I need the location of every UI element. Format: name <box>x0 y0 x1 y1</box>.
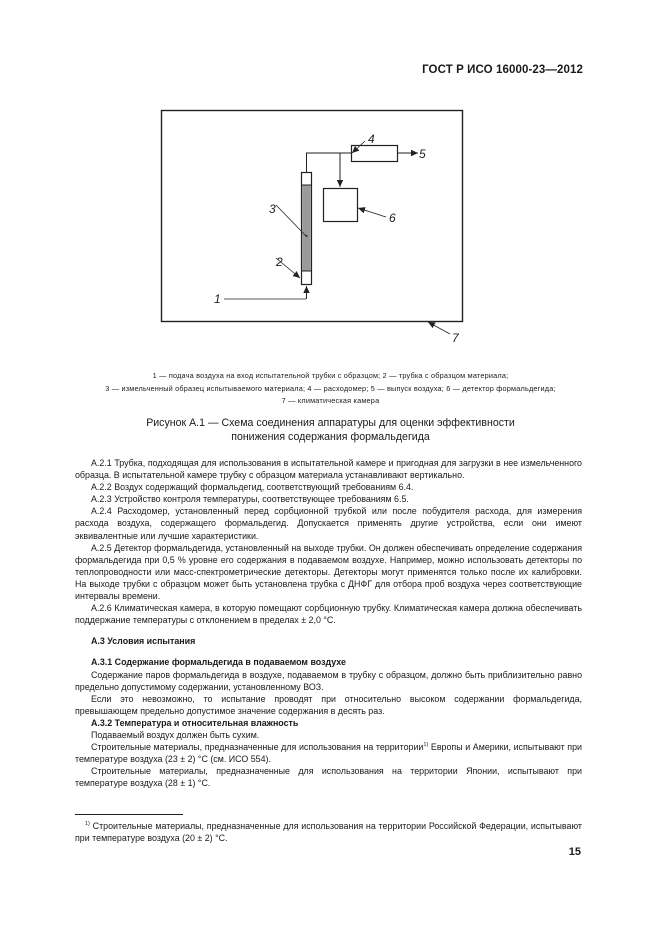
callout-1: 1 <box>214 292 221 306</box>
heading-a32: А.3.2 Температура и относительная влажность <box>91 717 299 728</box>
paragraph-a24: А.2.4 Расходомер, установленный перед сорбционной трубкой или после побудителя расхода, для измерения расхода воздуха, содержащего формальдегид. Допускается применять другие устройства, если они имеют эквивалентные или лучшие характеристики. <box>75 506 582 541</box>
caption-line: Рисунок А.1 — Схема соединения аппаратуры для оценки эффективности <box>146 417 515 429</box>
heading-a3: А.3 Условия испытания <box>91 636 196 647</box>
text-span: Строительные материалы, предназначенные для использования на территории <box>91 742 424 753</box>
body-text <box>75 457 582 789</box>
text-span: Строительные материалы, предназначенные для использования на территории Российской Федерации, испытывают при температуре воздуха (20 ± 2) °С. <box>75 821 582 844</box>
paragraph-a21: А.2.1 Трубка, подходящая для использования в испытательной камере и пригодная для загрузки в нее измельченного образца. В испытательной камере трубку с образцом материала устанавливают вертикально. <box>75 458 582 481</box>
paragraph-a22: А.2.2 Воздух содержащий формальдегид, соответствующий требованиям 6.4. <box>91 482 414 493</box>
paragraph-with-footnote <box>75 741 582 765</box>
footnote <box>75 820 582 844</box>
legend-line: 1 — подача воздуха на вход испытательной трубки с образцом; 2 — трубка с образцом материала; <box>152 371 509 380</box>
outlet-pipe <box>307 153 352 173</box>
paragraph: Содержание паров формальдегида в воздухе, подаваемом в трубку с образцом, должно быть приблизительно равно предельно допустимому содержании, установленному ВОЗ. <box>75 669 582 692</box>
caption-line: понижения содержания формальдегида <box>231 430 430 443</box>
callout-5: 5 <box>419 147 426 161</box>
callout-2: 2 <box>276 255 283 269</box>
heading-a31: А.3.1 Содержание формальдегида в подаваемом воздухе <box>91 657 346 668</box>
paragraph-a23: А.2.3 Устройство контроля температуры, соответствующее требованиям 6.5. <box>91 494 409 505</box>
paragraph: Подаваемый воздух должен быть сухим. <box>91 729 260 740</box>
footnote-divider <box>75 814 183 815</box>
callout-6: 6 <box>389 211 396 225</box>
detector-box <box>324 189 358 222</box>
figure-caption <box>60 417 601 444</box>
document-code: ГОСТ Р ИСО 16000-23—2012 <box>422 64 583 76</box>
apparatus-diagram <box>0 0 661 400</box>
paragraph-a26: А.2.6 Климатическая камера, в которую помещают сорбционную трубку. Климатическая камера должна обеспечивать поддержание температуры с отклонением в пределах ± 2,0 °С. <box>75 603 582 626</box>
figure-legend <box>40 370 621 408</box>
page-number: 15 <box>568 846 581 858</box>
text-span: Европы и Америки, испытывают при температуре воздуха (23 ± 2) °С (см. ИСО 554). <box>75 742 582 765</box>
paragraph: Если это невозможно, то испытание проводят при относительно высоком содержании формальдегида, превышающем предельно допустимое значение содержания в десять раз. <box>75 693 582 716</box>
callout-7: 7 <box>452 331 459 345</box>
paragraph-a25: А.2.5 Детектор формальдегида, установленный на выходе трубки. Он должен обеспечивать определение содержания формальдегида при 0,5 % уровне его содержания в подаваемом воздухе. Например, можно использовать детекторы по теплопроводности или масс-спектрометрические детекторы. Детекторы могут применятся только после их калибровки. На выходе трубки с образцом может быть установлена трубка с ДНФГ для отбора проб воздуха через соответствующие интервалы времени. <box>75 542 582 602</box>
footnote-ref: 1) <box>423 742 429 749</box>
footnote-text <box>75 820 582 844</box>
legend-line: 3 — измельченный образец испытываемого материала; 4 — расходомер; 5 — выпуск воздуха; 6 — детектор формальдегида; <box>105 383 556 393</box>
flowmeter-box <box>352 146 398 162</box>
callout-3: 3 <box>269 202 276 216</box>
paragraph: Строительные материалы, предназначенные для использования на территории Японии, испытывают при температуре воздуха (28 ± 1) °С. <box>75 766 582 789</box>
legend-line: 7 — климатическая камера <box>281 396 380 406</box>
footnote-mark: 1) <box>85 821 90 827</box>
callout-4: 4 <box>368 132 375 146</box>
sample-material <box>302 185 311 271</box>
